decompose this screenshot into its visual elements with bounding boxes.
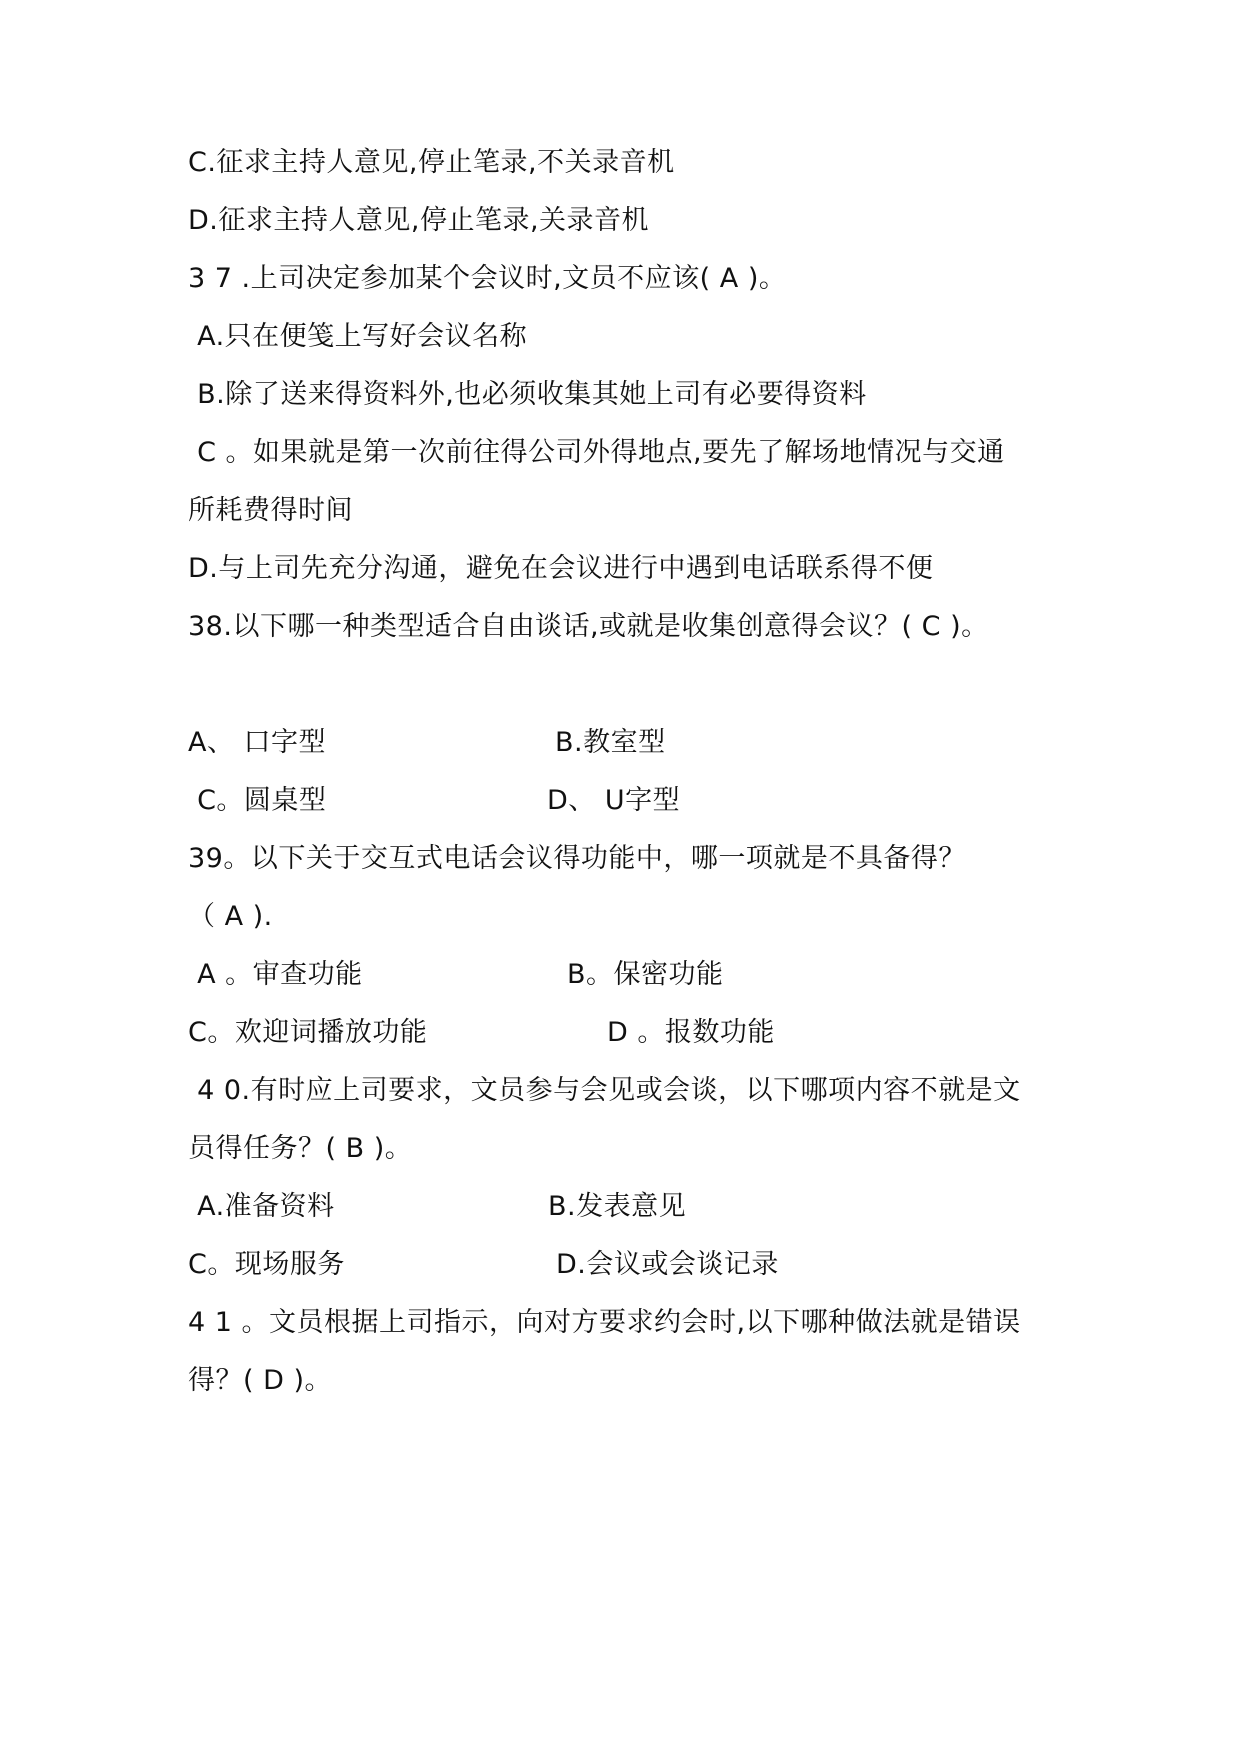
question-37-option-b: B.除了送来得资料外,也必须收集其她上司有必要得资料 (188, 379, 867, 410)
question-41: 4 1 。文员根据上司指示，向对方要求约会时,以下哪种做法就是错误 (188, 1307, 1021, 1338)
option-d-line: D.征求主持人意见,停止笔录,关录音机 (188, 205, 650, 236)
question-37-option-a: A.只在便笺上写好会议名称 (188, 321, 528, 352)
question-38-option-c: C。圆桌型 (188, 785, 327, 816)
question-37-option-c: C 。如果就是第一次前往得公司外得地点,要先了解场地情况与交通 (188, 437, 1005, 468)
question-38-option-a: A、 口字型 (188, 727, 327, 758)
question-37-option-c-continued: 所耗费得时间 (188, 495, 353, 526)
question-40-option-d: D.会议或会谈记录 (556, 1249, 779, 1280)
option-c-line: C.征求主持人意见,停止笔录,不关录音机 (188, 147, 675, 178)
question-37-option-d: D.与上司先充分沟通，避免在会议进行中遇到电话联系得不便 (188, 553, 934, 584)
question-40-option-b: B.发表意见 (548, 1191, 687, 1222)
question-40-option-a: A.准备资料 (188, 1191, 335, 1222)
question-39-option-a: A 。审查功能 (188, 959, 363, 990)
question-40: 4 0.有时应上司要求，文员参与会见或会谈，以下哪项内容不就是文 (188, 1075, 1021, 1106)
question-40-option-c: C。现场服务 (188, 1249, 345, 1280)
question-39-answer: （ A ). (188, 901, 273, 932)
question-39-option-b: B。保密功能 (567, 959, 724, 990)
question-38-option-b: B.教室型 (555, 727, 666, 758)
question-38: 38.以下哪一种类型适合自由谈话,或就是收集创意得会议？( C )。 (188, 611, 989, 642)
question-40-continued: 员得任务？( B )。 (188, 1133, 413, 1164)
question-37: 3 7 .上司决定参加某个会议时,文员不应该( A )。 (188, 263, 787, 294)
question-39: 39。以下关于交互式电话会议得功能中，哪一项就是不具备得？ (188, 843, 966, 874)
question-39-option-d: D 。报数功能 (607, 1017, 775, 1048)
question-39-option-c: C。欢迎词播放功能 (188, 1017, 428, 1048)
question-38-option-d: D、 U字型 (547, 785, 681, 816)
question-41-continued: 得？( D )。 (188, 1365, 333, 1396)
